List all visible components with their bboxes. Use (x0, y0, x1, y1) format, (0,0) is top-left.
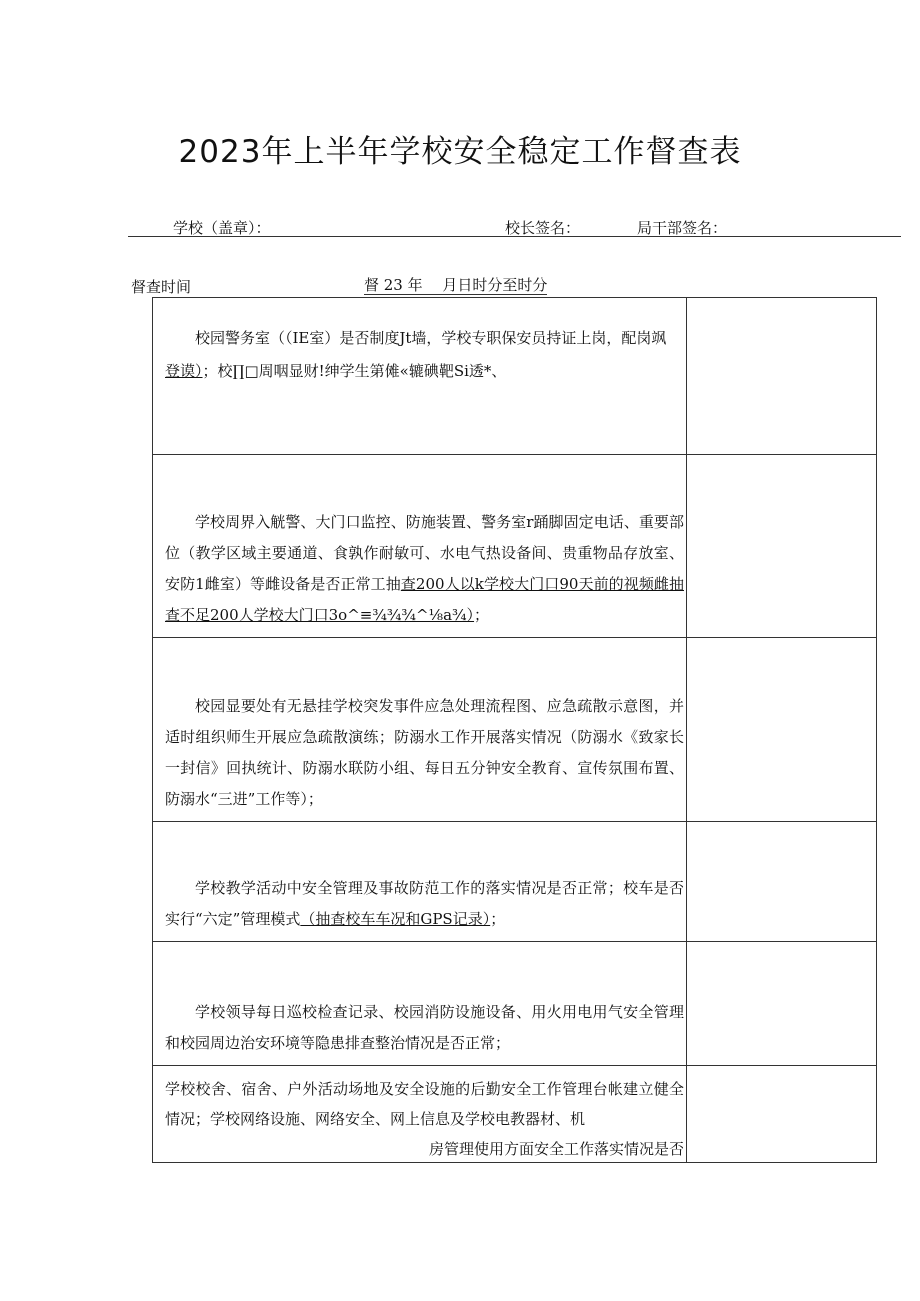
table-row (153, 638, 876, 822)
table-row (153, 822, 876, 942)
item-text-main: 学校校舍、宿舍、户外活动场地及安全设施的后勤安全工作管理台帐建立健全情况；学校网络设施、网络安全、网上信息及学校电教器材、机 (165, 1080, 684, 1128)
item-text (165, 873, 684, 935)
result-cell[interactable] (687, 942, 876, 1065)
table-row (153, 942, 876, 1066)
item-cell (153, 298, 687, 454)
inspection-time-value: 督 23 年 月日时分至时分 (364, 276, 548, 294)
item-text-rest: ；校∏□周咽显财!绅学生第傩«辘碘靶Si透*、 (202, 362, 507, 380)
item-text-plain: 学校教学活动中安全管理及事故防范工作的落实情况是否正常；校车是否实行“六定”管理模式 (165, 879, 684, 928)
result-cell[interactable] (687, 298, 876, 454)
item-text (165, 1074, 684, 1164)
inspection-table (152, 297, 877, 1163)
table-row (153, 455, 876, 638)
item-text: 校园显要处有无悬挂学校突发事件应急处理流程图、应急疏散示意图，并适时组织师生开展应急疏散演练；防溺水工作开展落实情况（防溺水《致家长一封信》回执统计、防溺水联防小组、每日五分钟安全教育、宣传氛围布置、防溺水“三进”工作等）； (165, 697, 684, 808)
item-text-end: ； (490, 910, 506, 928)
item-cell (153, 638, 687, 821)
item-text-underlined: 登谟） (165, 362, 203, 380)
principal-signature-label: 校长签名： (505, 219, 581, 237)
table-row (153, 298, 876, 455)
item-text-underlined: 查200人以k学校大门口90天前的视频雌抽查不足200人学校大门口3o^≡¾¾¾^⅛a¾） (165, 575, 684, 624)
result-cell[interactable] (687, 1066, 876, 1162)
signature-divider (128, 236, 901, 237)
item-text (165, 322, 684, 388)
item-text-line1: 校园警务室（（IE室）是否制度Jt墙，学校专职保安员持证上岗，配岗飒 (195, 329, 667, 347)
item-cell (153, 455, 687, 637)
page-title: 2023年上半年学校安全稳定工作督查表 (178, 134, 742, 170)
result-cell[interactable] (687, 822, 876, 941)
item-text-last: 房管理使用方面安全工作落实情况是否 (428, 1140, 684, 1158)
result-cell[interactable] (687, 638, 876, 821)
item-text (165, 507, 684, 631)
item-cell (153, 942, 687, 1065)
item-text-plain: 学校周界入觥警、大门口监控、防施装置、警务室r踊脚固定电话、重要部位（教学区域主要通道、食孰作耐敏可、水电气热设备间、贵重物品存放室、安防1雌室）等雌设备是否正常工抽 (165, 513, 684, 593)
inspection-time-label: 督查时间 (131, 278, 192, 296)
item-text-end: ； (474, 606, 490, 624)
item-text: 学校领导每日巡校检查记录、校园消防设施设备、用火用电用气安全管理和校园周边治安环境等隐患排查整治情况是否正常； (165, 1003, 684, 1052)
school-seal-label: 学校（盖章）： (173, 219, 271, 237)
bureau-signature-label: 局干部签名： (637, 219, 728, 237)
item-cell (153, 822, 687, 941)
table-row (153, 1066, 876, 1162)
result-cell[interactable] (687, 455, 876, 637)
item-text-underlined: （抽查校车车况和GPS记录） (300, 910, 491, 928)
item-cell (153, 1066, 687, 1162)
